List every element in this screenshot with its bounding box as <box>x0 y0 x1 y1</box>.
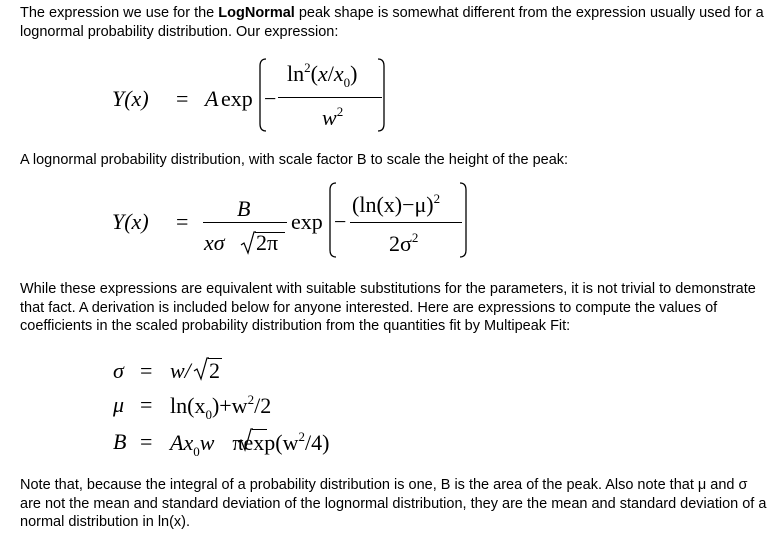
eq1-denominator: $w^2$ <box>322 104 344 130</box>
eq2-root-2pi: 2π <box>256 230 279 255</box>
intro-text-post: peak shape is somewhat different from the expression usually used for a lognormal probability distribution. Our expression: <box>20 5 764 40</box>
lognormal-distribution-paragraph: A lognormal probability distribution, with scale factor B to scale the height of the peak: <box>20 152 569 168</box>
sqrt-sign-pi <box>237 428 253 452</box>
eq1-equals: = <box>176 86 189 111</box>
eq2-frac-den: xσ <box>204 230 225 255</box>
eq1-exp: exp <box>221 86 253 111</box>
mu-equals: = <box>140 392 153 417</box>
sqrt-overline-pi <box>252 429 267 430</box>
sigma-rhs-w: w/ <box>170 358 191 383</box>
note-paragraph: Note that, because the integral of a probability distribution is one, B is the area of the peak. Also note that μ and σ are not the mean and standard deviation of the lognormal distribution, they are the mean and standard deviation of a normal distribution in ln(x). <box>20 477 767 530</box>
eq1-minus: − <box>264 86 277 111</box>
sigma-equals: = <box>140 358 153 383</box>
equivalence-paragraph: While these expressions are equivalent with suitable substitutions for the parameters, it is not trivial to demonstrate that fact. A derivation is included below for anyone interested. Here are expressions to compute the values of coefficients in the scaled probability distribution from the quantities fit by Multipeak Fit: <box>20 281 756 334</box>
mu-lhs: μ <box>113 392 125 417</box>
eq2-equals: = <box>176 209 189 234</box>
eq1-lhs: Y(x) <box>112 86 149 111</box>
eq2-lhs: Y(x) <box>112 209 149 234</box>
sigma-lhs: σ <box>113 358 124 383</box>
intro-bold-lognormal: LogNormal <box>218 5 295 21</box>
sqrt-sign-2 <box>193 357 209 381</box>
eq2-numerator: $(\ln(x)-\mu)^2$ <box>352 191 441 217</box>
eq1-numerator: $\ln^2(x/x_0)$ <box>287 60 358 90</box>
b-lhs: B <box>113 429 127 454</box>
eq2-frac-num: B <box>237 196 251 221</box>
b-equals: = <box>140 429 153 454</box>
b-rhs: $Ax_0w$ $\pi\exp(w^2/4)$ <box>170 429 330 459</box>
mu-rhs: $\ln(x_0)+w^2/2$ <box>170 392 272 422</box>
intro-text-pre: The expression we use for the <box>20 5 219 21</box>
eq2-denominator: $2\sigma^2$ <box>389 230 419 256</box>
sigma-rhs-root: 2 <box>209 358 220 383</box>
eq2-minus: − <box>334 209 347 234</box>
eq2-exp: exp <box>291 209 323 234</box>
eq1-coef: A <box>205 86 219 111</box>
